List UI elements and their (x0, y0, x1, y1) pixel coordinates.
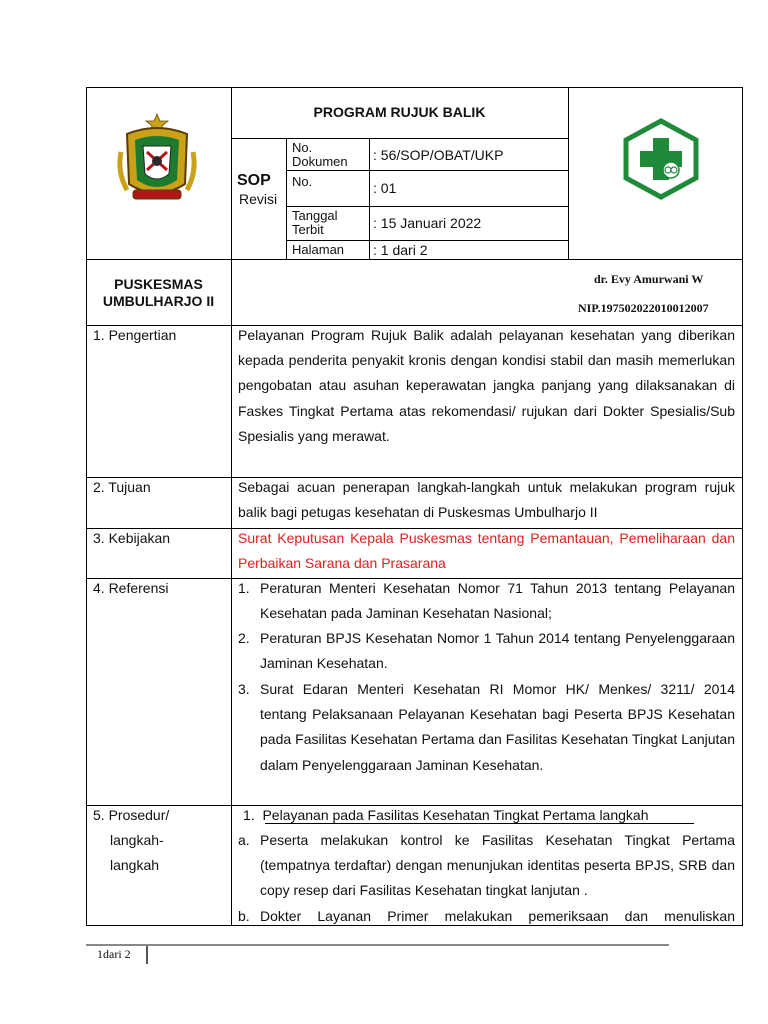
regional-emblem-logo (117, 112, 197, 204)
signer-name: dr. Evy Amurwani W (594, 272, 704, 286)
kebijakan-label: 3. Kebijakan (93, 530, 171, 546)
title-divider (231, 138, 568, 139)
org-name-line1: PUSKESMAS (114, 276, 203, 292)
referensi-label: 4. Referensi (93, 580, 169, 596)
issue-date-value: : 15 Januari 2022 (373, 215, 482, 231)
org-name-line2: UMBULHARJO II (102, 293, 215, 309)
footer-page-divider (146, 946, 148, 964)
row-divider-2 (286, 206, 568, 207)
sop-col-divider (286, 138, 287, 259)
prosedur-item-b-number: b. (238, 908, 250, 924)
doc-number-label: No. Dokumen (292, 140, 348, 169)
pengertian-text: Pelayanan Program Rujuk Balik adalah pelayanan kesehatan yang diberikan kepada penderita penyakit kronis dengan kondisi stabil dan masih memerlukan pengobatan atau asuhan keperawatan jangka panjang yang dilaksanakan di Faskes Tingkat Pertama atas rekomendasi/ rujukan dari Dokter Spesialis/Sub Spesialis yang merawat. (238, 327, 735, 444)
referensi-item-2-number: 2. (238, 630, 250, 646)
issue-date-label: Tanggal Terbit (292, 208, 338, 237)
revision-number-label: No. (292, 174, 313, 189)
footer-rule (86, 944, 669, 946)
header-top-border (86, 87, 742, 88)
kebijakan-text: Surat Keputusan Kepala Puskesmas tentang Pemantauan, Pemeliharaan dan Perbaikan Sarana dan Prasarana (238, 530, 735, 572)
sop-label: SOP (237, 172, 271, 189)
row-divider-1 (286, 170, 568, 171)
logo-col-divider (568, 87, 569, 259)
prosedur-heading-underline (265, 823, 694, 824)
tujuan-label: 2. Tujuan (93, 479, 151, 495)
prosedur-label-line1: 5. Prosedur/ (93, 807, 170, 823)
table-left-border (86, 87, 87, 926)
referensi-item-1-number: 1. (238, 580, 250, 596)
page-value: : 1 dari 2 (373, 242, 428, 258)
referensi-item-1-text: Peraturan Menteri Kesehatan Nomor 71 Tahun 2013 tentang Pelayanan Kesehatan pada Jaminan Kesehatan Nasional; (260, 580, 735, 622)
referensi-item-2-text: Peraturan BPJS Kesehatan Nomor 1 Tahun 2014 tentang Penyelenggaraan Jaminan Kesehatan. (260, 630, 735, 672)
prosedur-item-a-number: a. (238, 832, 250, 848)
tujuan-text: Sebagai acuan penerapan langkah-langkah untuk melakukan program rujuk balik bagi petugas kesehatan di Puskesmas Umbulharjo II (238, 479, 735, 521)
referensi-item-3-text: Surat Edaran Menteri Kesehatan RI Momor HK/ Menkes/ 3211/ 2014 tentang Pelaksanaan Pelayanan Kesehatan bagi Peserta BPJS Kesehatan pada Fasilitas Kesehatan Pertama dan Fasilitas Kesehatan Tingkat Lanjutan dalam Penyelenggaraan Jaminan Kesehatan. (260, 681, 735, 773)
prosedur-item-b-text: Dokter Layanan Primer melakukan pemeriksaan dan menuliskan (260, 908, 735, 924)
referensi-item-3-number: 3. (238, 681, 250, 697)
doc-number-value: : 56/SOP/OBAT/UKP (373, 147, 504, 163)
table-right-border (742, 87, 743, 926)
puskesmas-logo (621, 118, 701, 200)
prosedur-heading: 1. Pelayanan pada Fasilitas Kesehatan Tingkat Pertama langkah (243, 807, 649, 823)
page-label: Halaman (292, 242, 345, 257)
revision-number-value: : 01 (373, 180, 397, 196)
prosedur-item-a-text: Peserta melakukan kontrol ke Fasilitas Kesehatan Tingkat Pertama (tempatnya terdaftar) dengan menunjukan identitas peserta BPJS, SRB dan copy resep dari Fasilitas Kesehatan tingkat lanjutan . (260, 832, 735, 899)
label-col-divider (369, 138, 370, 259)
prosedur-label-line3: langkah (110, 857, 160, 873)
signer-nip: NIP.197502022010012007 (578, 301, 709, 315)
pengertian-label: 1. Pengertian (93, 327, 177, 343)
prosedur-label-line2: langkah- (110, 832, 164, 848)
table-col-divider (231, 87, 232, 926)
revisi-label: Revisi (239, 191, 278, 207)
document-title: PROGRAM RUJUK BALIK (313, 104, 486, 120)
footer-page-number: 1dari 2 (97, 947, 131, 961)
